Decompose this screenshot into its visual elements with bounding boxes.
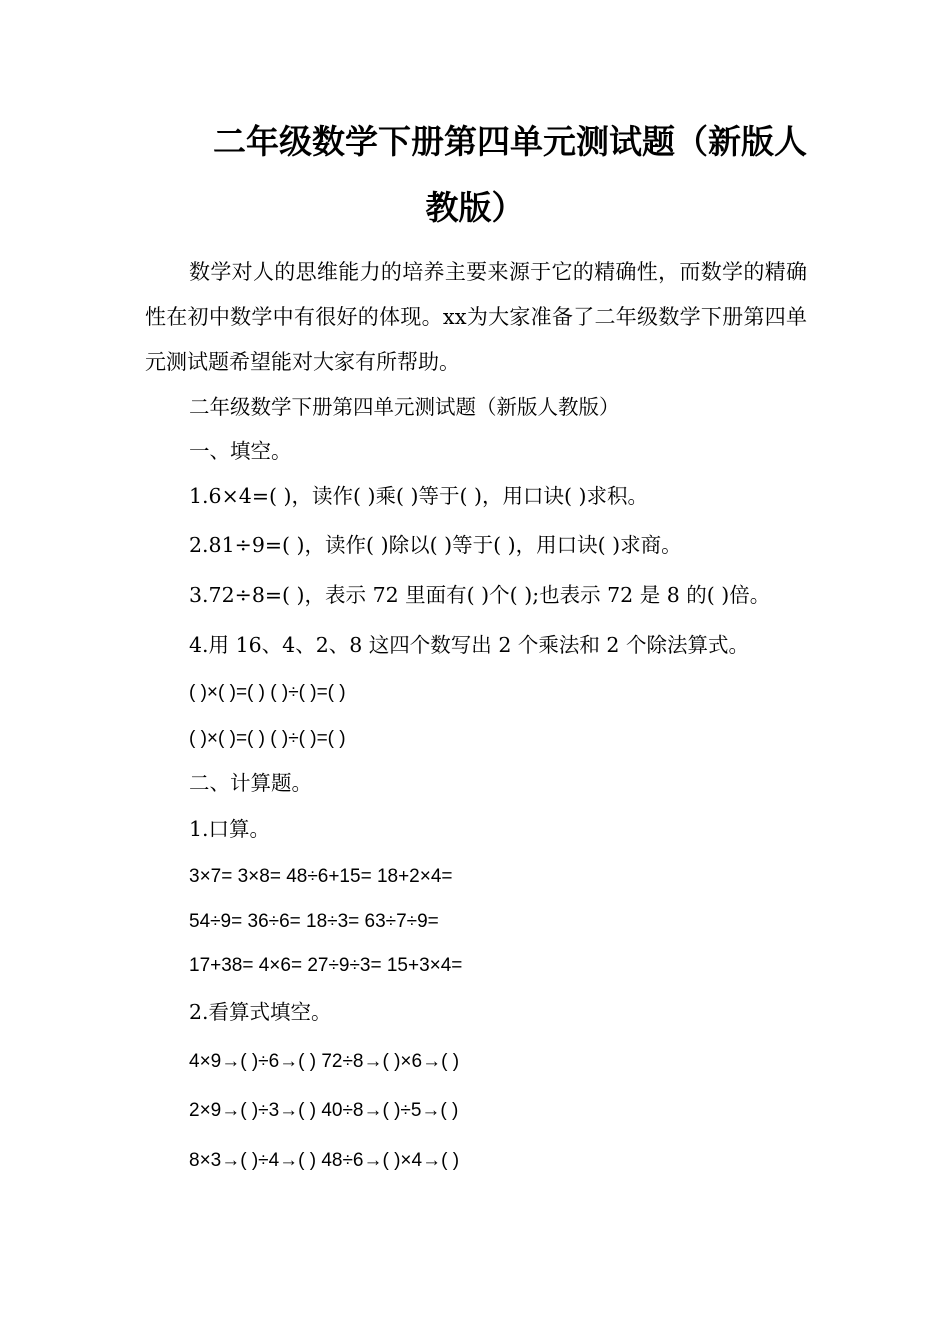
oral-row: 54÷9= 36÷6= 18÷3= 63÷7÷9= — [189, 911, 439, 932]
section2-heading: 二、计算题。 — [189, 771, 312, 795]
fill-item: ( )×( )=( ) ( )÷( )=( ) — [189, 728, 346, 749]
oral-row: 17+38= 4×6= 27÷9÷3= 15+3×4= — [189, 955, 463, 976]
subtitle: 二年级数学下册第四单元测试题（新版人教版） — [189, 395, 620, 419]
oral-row: 3×7= 3×8= 48÷6+15= 18+2×4= — [189, 866, 453, 887]
fill-item: 3.72÷8=( )，表示 72 里面有( )个( );也表示 72 是 8 的( )倍。 — [189, 583, 771, 607]
document-title-line-2: 教版） — [425, 188, 525, 227]
document-title-line-1: 二年级数学下册第四单元测试题（新版人 — [213, 122, 807, 161]
section1-heading: 一、填空。 — [189, 439, 292, 463]
fill-item: 4.用 16、4、2、8 这四个数写出 2 个乘法和 2 个除法算式。 — [189, 633, 749, 657]
oral-heading: 1.口算。 — [189, 817, 271, 841]
chain-row: 2×9→( )÷3→( ) 40÷8→( )÷5→( ) — [189, 1100, 459, 1121]
intro-paragraph: 数学对人的思维能力的培养主要来源于它的精确性，而数学的精确性在初中数学中有很好的体现。xx为大家准备了二年级数学下册第四单元测试题希望能对大家有所帮助。 — [145, 260, 807, 374]
fill-item: 1.6×4=( )，读作( )乘( )等于( )，用口诀( )求积。 — [189, 484, 649, 508]
fill-item: 2.81÷9=( )，读作( )除以( )等于( )，用口诀( )求商。 — [189, 533, 682, 557]
fill-item: ( )×( )=( ) ( )÷( )=( ) — [189, 682, 346, 703]
chain-row: 8×3→( )÷4→( ) 48÷6→( )×4→( ) — [189, 1150, 460, 1171]
fill-calc-heading: 2.看算式填空。 — [189, 1000, 332, 1024]
chain-row: 4×9→( )÷6→( ) 72÷8→( )×6→( ) — [189, 1051, 460, 1072]
